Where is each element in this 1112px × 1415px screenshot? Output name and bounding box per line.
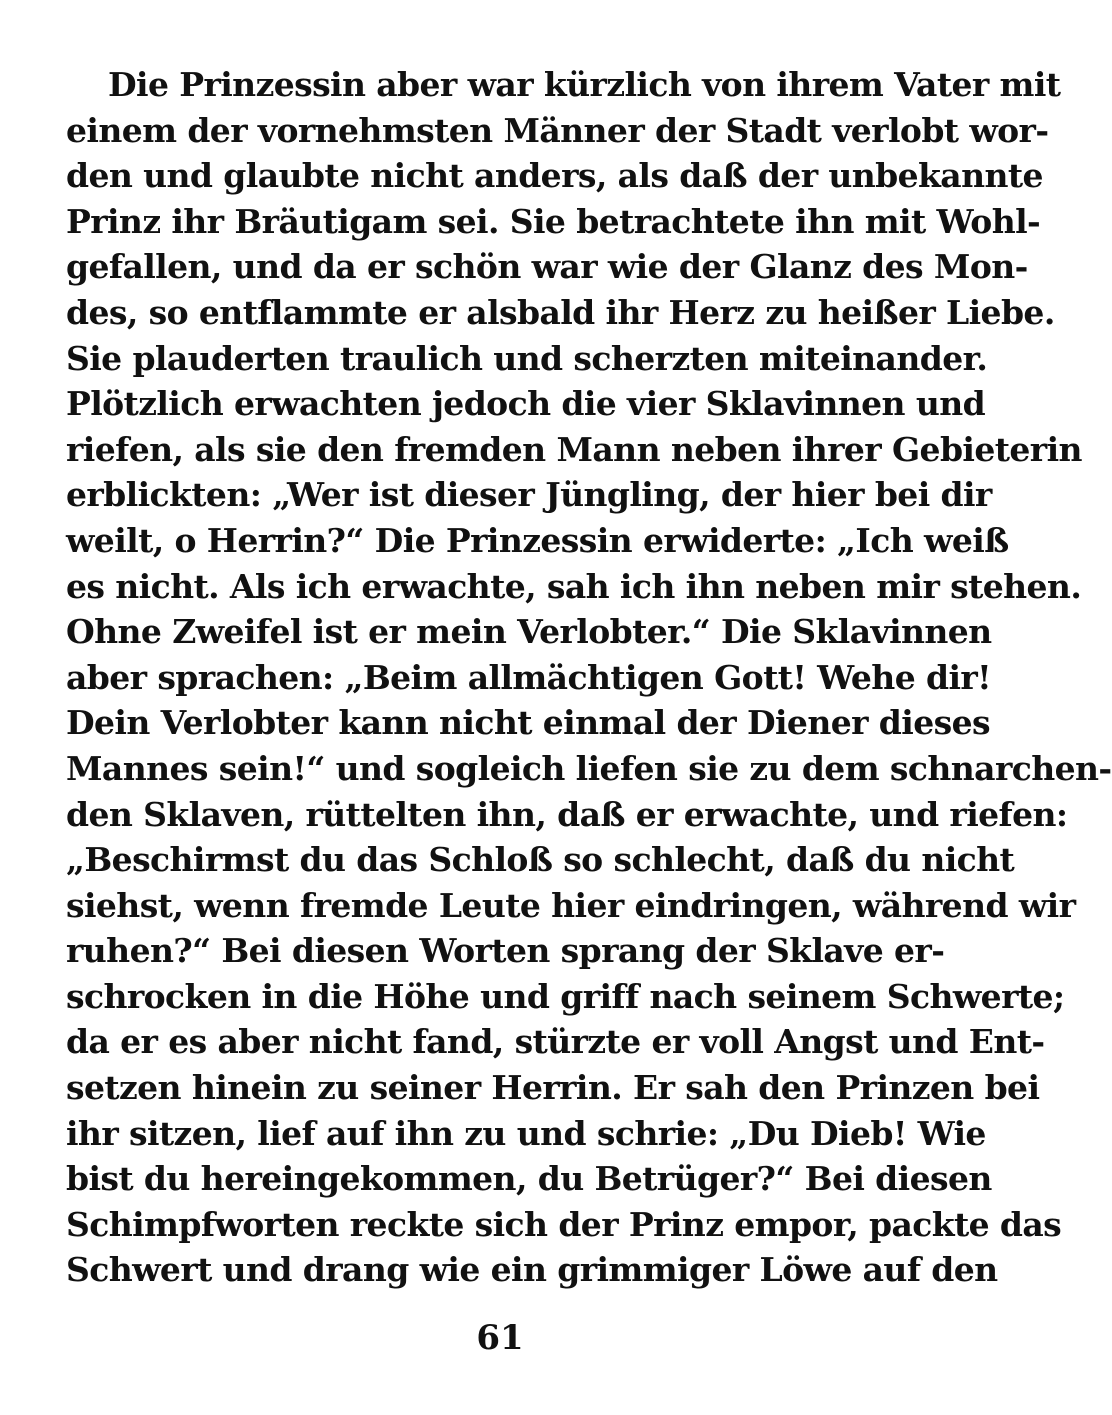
text-line: da er es aber nicht fand, stürzte er voll Angst und Ent- bbox=[66, 1022, 1045, 1062]
text-line: Schimpfworten reckte sich der Prinz empor, packte das bbox=[66, 1204, 1062, 1244]
text-line: einem der vornehmsten Männer der Stadt verlobt wor- bbox=[66, 110, 1049, 150]
page-number: 61 bbox=[476, 1318, 524, 1358]
text-line: bist du hereingekommen, du Betrüger?“ Bei diesen bbox=[66, 1159, 992, 1199]
text-line: Die Prinzessin aber war kürzlich von ihrem Vater mit bbox=[108, 65, 1061, 104]
text-line: den und glaubte nicht anders, als daß der unbekannte bbox=[66, 156, 1043, 196]
text-line: Ohne Zweifel ist er mein Verlobter.“ Die Sklavinnen bbox=[66, 612, 992, 652]
text-line: Mannes sein!“ und sogleich liefen sie zu dem schnarchen- bbox=[66, 748, 1112, 788]
text-line: „Beschirmst du das Schloß so schlecht, daß du nicht bbox=[66, 840, 1015, 880]
text-line: weilt, o Herrin?“ Die Prinzessin erwiderte: „Ich weiß bbox=[66, 520, 1009, 560]
text-line: gefallen, und da er schön war wie der Glanz des Mon- bbox=[66, 247, 1028, 287]
text-line: erblickten: „Wer ist dieser Jüngling, der hier bei dir bbox=[66, 475, 992, 515]
text-line: aber sprachen: „Beim allmächtigen Gott! Wehe dir! bbox=[66, 657, 992, 697]
text-line: schrocken in die Höhe und griff nach seinem Schwerte; bbox=[66, 976, 1065, 1016]
body-text bbox=[66, 62, 1112, 1293]
text-line: den Sklaven, rüttelten ihn, daß er erwachte, und riefen: bbox=[66, 794, 1068, 834]
text-line: Schwert und drang wie ein grimmiger Löwe auf den bbox=[66, 1250, 998, 1290]
text-line: setzen hinein zu seiner Herrin. Er sah den Prinzen bei bbox=[66, 1068, 1040, 1108]
text-line: Dein Verlobter kann nicht einmal der Diener dieses bbox=[66, 703, 990, 743]
text-line: ihr sitzen, lief auf ihn zu und schrie: „Du Dieb! Wie bbox=[66, 1113, 986, 1153]
text-line: Sie plauderten traulich und scherzten miteinander. bbox=[66, 338, 988, 378]
text-line: Plötzlich erwachten jedoch die vier Sklavinnen und bbox=[66, 384, 986, 424]
text-line: des, so entflammte er alsbald ihr Herz zu heißer Liebe. bbox=[66, 292, 1055, 332]
text-line: es nicht. Als ich erwachte, sah ich ihn neben mir stehen. bbox=[66, 566, 1082, 606]
text-line: riefen, als sie den fremden Mann neben ihrer Gebieterin bbox=[66, 429, 1082, 469]
text-line: siehst, wenn fremde Leute hier eindringen, während wir bbox=[66, 885, 1076, 925]
text-line: ruhen?“ Bei diesen Worten sprang der Sklave er- bbox=[66, 931, 945, 971]
text-line: Prinz ihr Bräutigam sei. Sie betrachtete ihn mit Wohl- bbox=[66, 201, 1041, 241]
